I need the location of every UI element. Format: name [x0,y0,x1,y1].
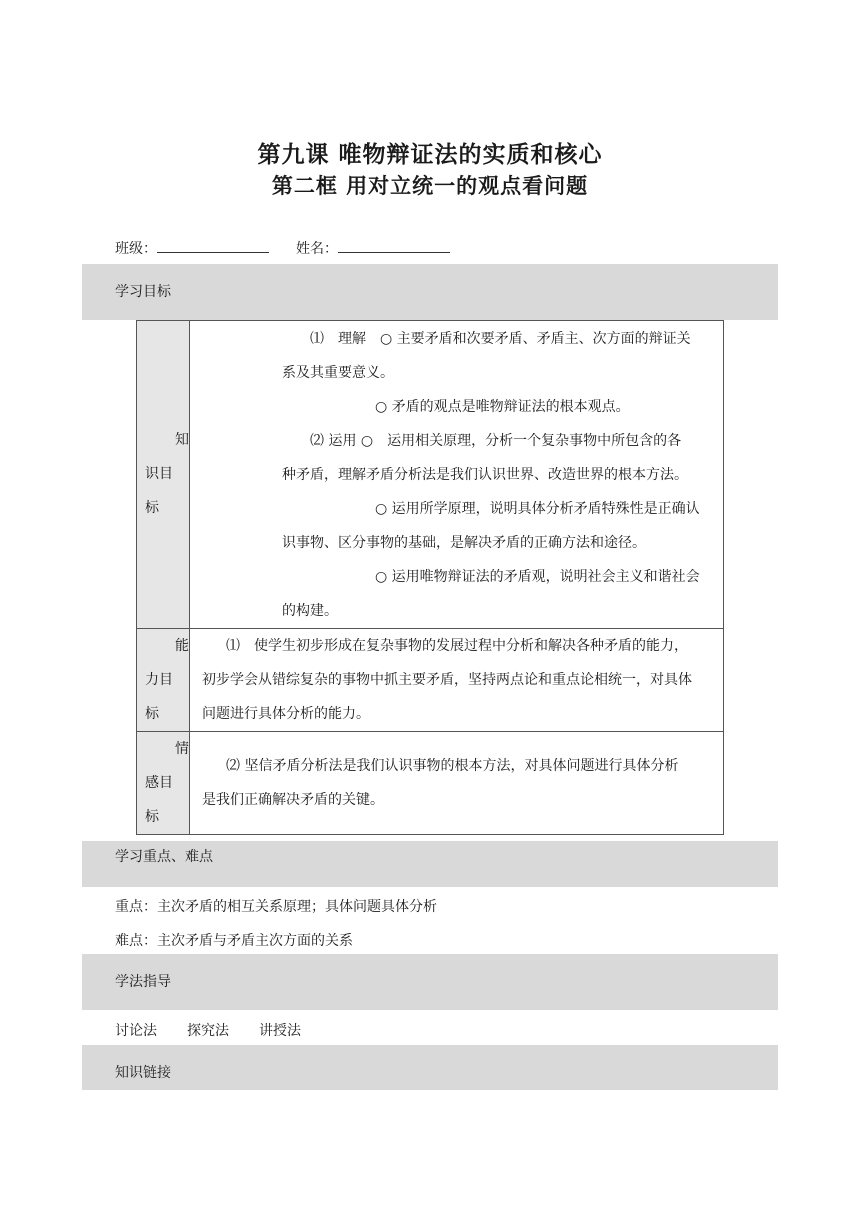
knowledge-label-2: 识目 [145,466,173,482]
name-blank[interactable] [338,238,450,253]
emotion-label-3: 标 [145,809,159,825]
knowledge-line: ⑴ 理解 ○ 主要矛盾和次要矛盾、矛盾主、次方面的辩证关 [310,331,691,347]
knowledge-line: 系及其重要意义。 [282,365,394,381]
ability-label-1: 能 [175,638,189,654]
ability-row [137,629,724,732]
knowledge-label-3: 标 [145,500,159,516]
ability-line: 初步学会从错综复杂的事物中抓主要矛盾，坚持两点论和重点论相统一，对具体 [202,672,692,688]
class-label: 班级： [115,241,157,257]
knowledge-line: 的构建。 [282,603,338,619]
knowledge-line: 识事物、区分事物的基础，是解决矛盾的正确方法和途径。 [282,535,646,551]
class-field [115,238,269,258]
section-knowledge: 知识链接 [82,1045,778,1090]
knowledge-line: ○ 运用唯物辩证法的矛盾观，说明社会主义和谐社会 [375,569,700,585]
method-item: 讲授法 [259,1023,301,1039]
ability-label-cell [137,629,190,732]
section-goals: 学习目标 [82,264,778,320]
emotion-line: 是我们正确解决矛盾的关键。 [202,792,384,808]
difficulty-text: 难点：主次矛盾与矛盾主次方面的关系 [115,933,353,949]
emotion-label-1: 情 [175,741,189,757]
page-subtitle: 第二框 用对立统一的观点看问题 [271,174,589,198]
knowledge-label-1: 知 [175,432,189,448]
section-key-points: 学习重点、难点 [82,841,778,887]
emotion-label-cell [137,732,190,835]
ability-line: 问题进行具体分析的能力。 [202,706,370,722]
knowledge-line: ○ 运用所学原理，说明具体分析矛盾特殊性是正确认 [375,501,700,517]
emotion-content-cell [190,732,724,835]
knowledge-label-cell [137,321,190,629]
class-blank[interactable] [157,238,269,253]
knowledge-content-cell [190,321,724,629]
knowledge-line: ⑵ 运用 ○ 运用相关原理，分析一个复杂事物中所包含的各 [310,433,682,449]
ability-line: ⑴ 使学生初步形成在复杂事物的发展过程中分析和解决各种矛盾的能力， [226,638,688,654]
name-field [296,238,450,258]
emotion-label-2: 感目 [145,775,173,791]
section-method: 学法指导 [82,954,778,1010]
ability-label-3: 标 [145,706,159,722]
ability-label-2: 力目 [145,672,173,688]
knowledge-line: ○ 矛盾的观点是唯物辩证法的根本观点。 [375,399,630,415]
ability-content-cell [190,629,724,732]
focus-text: 重点：主次矛盾的相互关系原理；具体问题具体分析 [115,899,437,915]
emotion-row [137,732,724,835]
knowledge-row [137,321,724,629]
name-label: 姓名： [296,241,338,257]
objectives-table [136,320,724,835]
method-item: 探究法 [187,1023,229,1039]
page-title: 第九课 唯物辩证法的实质和核心 [257,142,603,168]
knowledge-line: 种矛盾，理解矛盾分析法是我们认识世界、改造世界的根本方法。 [282,467,688,483]
methods-list [115,1020,301,1040]
method-item: 讨论法 [115,1023,157,1039]
emotion-line: ⑵ 坚信矛盾分析法是我们认识事物的根本方法，对具体问题进行具体分析 [226,758,679,774]
